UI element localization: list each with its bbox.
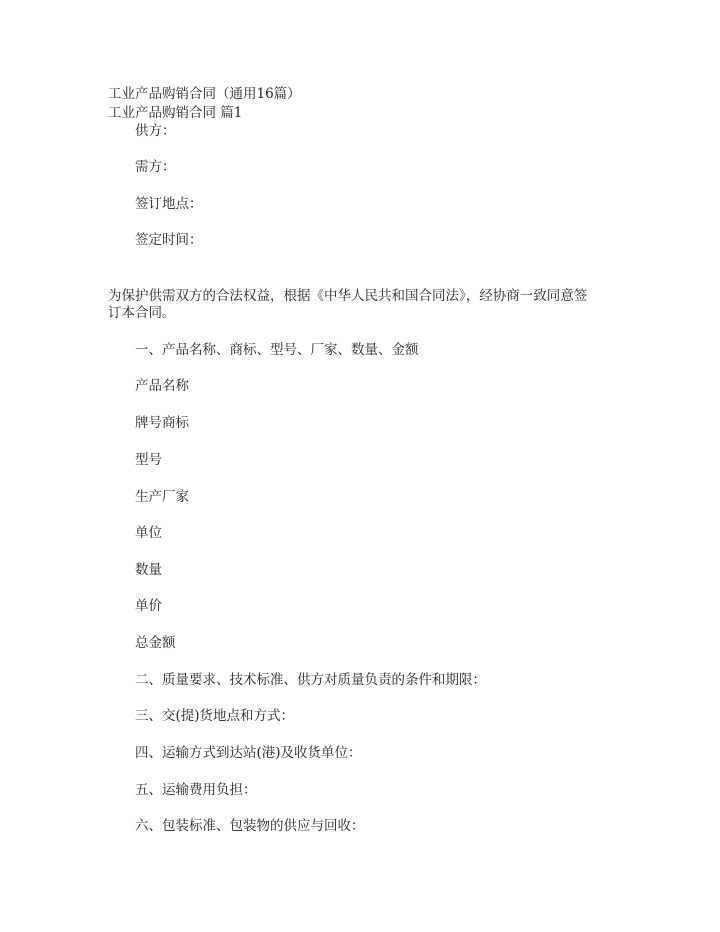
intro-paragraph-line-2: 订本合同。 [108,305,176,321]
supplier-label: 供方： [135,123,176,139]
buyer-label: 需方： [135,159,176,175]
field-manufacturer: 生产厂家 [135,489,189,505]
document-subtitle: 工业产品购销合同 篇1 [108,105,243,121]
field-product-name: 产品名称 [135,378,189,394]
field-quantity: 数量 [135,562,162,578]
intro-paragraph-line-1: 为保护供需双方的合法权益，根据《中华人民共和国合同法》，经协商一致同意签 [108,288,588,304]
section-5-heading: 五、运输费用负担： [135,782,257,798]
sign-place-label: 签订地点： [135,196,203,212]
document-title: 工业产品购销合同（通用16篇） [108,86,301,102]
section-3-heading: 三、交(提)货地点和方式： [135,708,295,724]
section-2-heading: 二、质量要求、技术标准、供方对质量负责的条件和期限： [135,672,486,688]
field-unit: 单位 [135,525,162,541]
section-4-heading: 四、运输方式到达站(港)及收货单位： [135,745,362,761]
section-1-heading: 一、产品名称、商标、型号、厂家、数量、金额 [135,342,419,358]
sign-time-label: 签定时间： [135,232,203,248]
field-unit-price: 单价 [135,598,162,614]
section-6-heading: 六、包装标准、包装物的供应与回收： [135,818,365,834]
field-brand: 牌号商标 [135,415,189,431]
field-model: 型号 [135,452,162,468]
field-total-amount: 总金额 [135,635,176,651]
